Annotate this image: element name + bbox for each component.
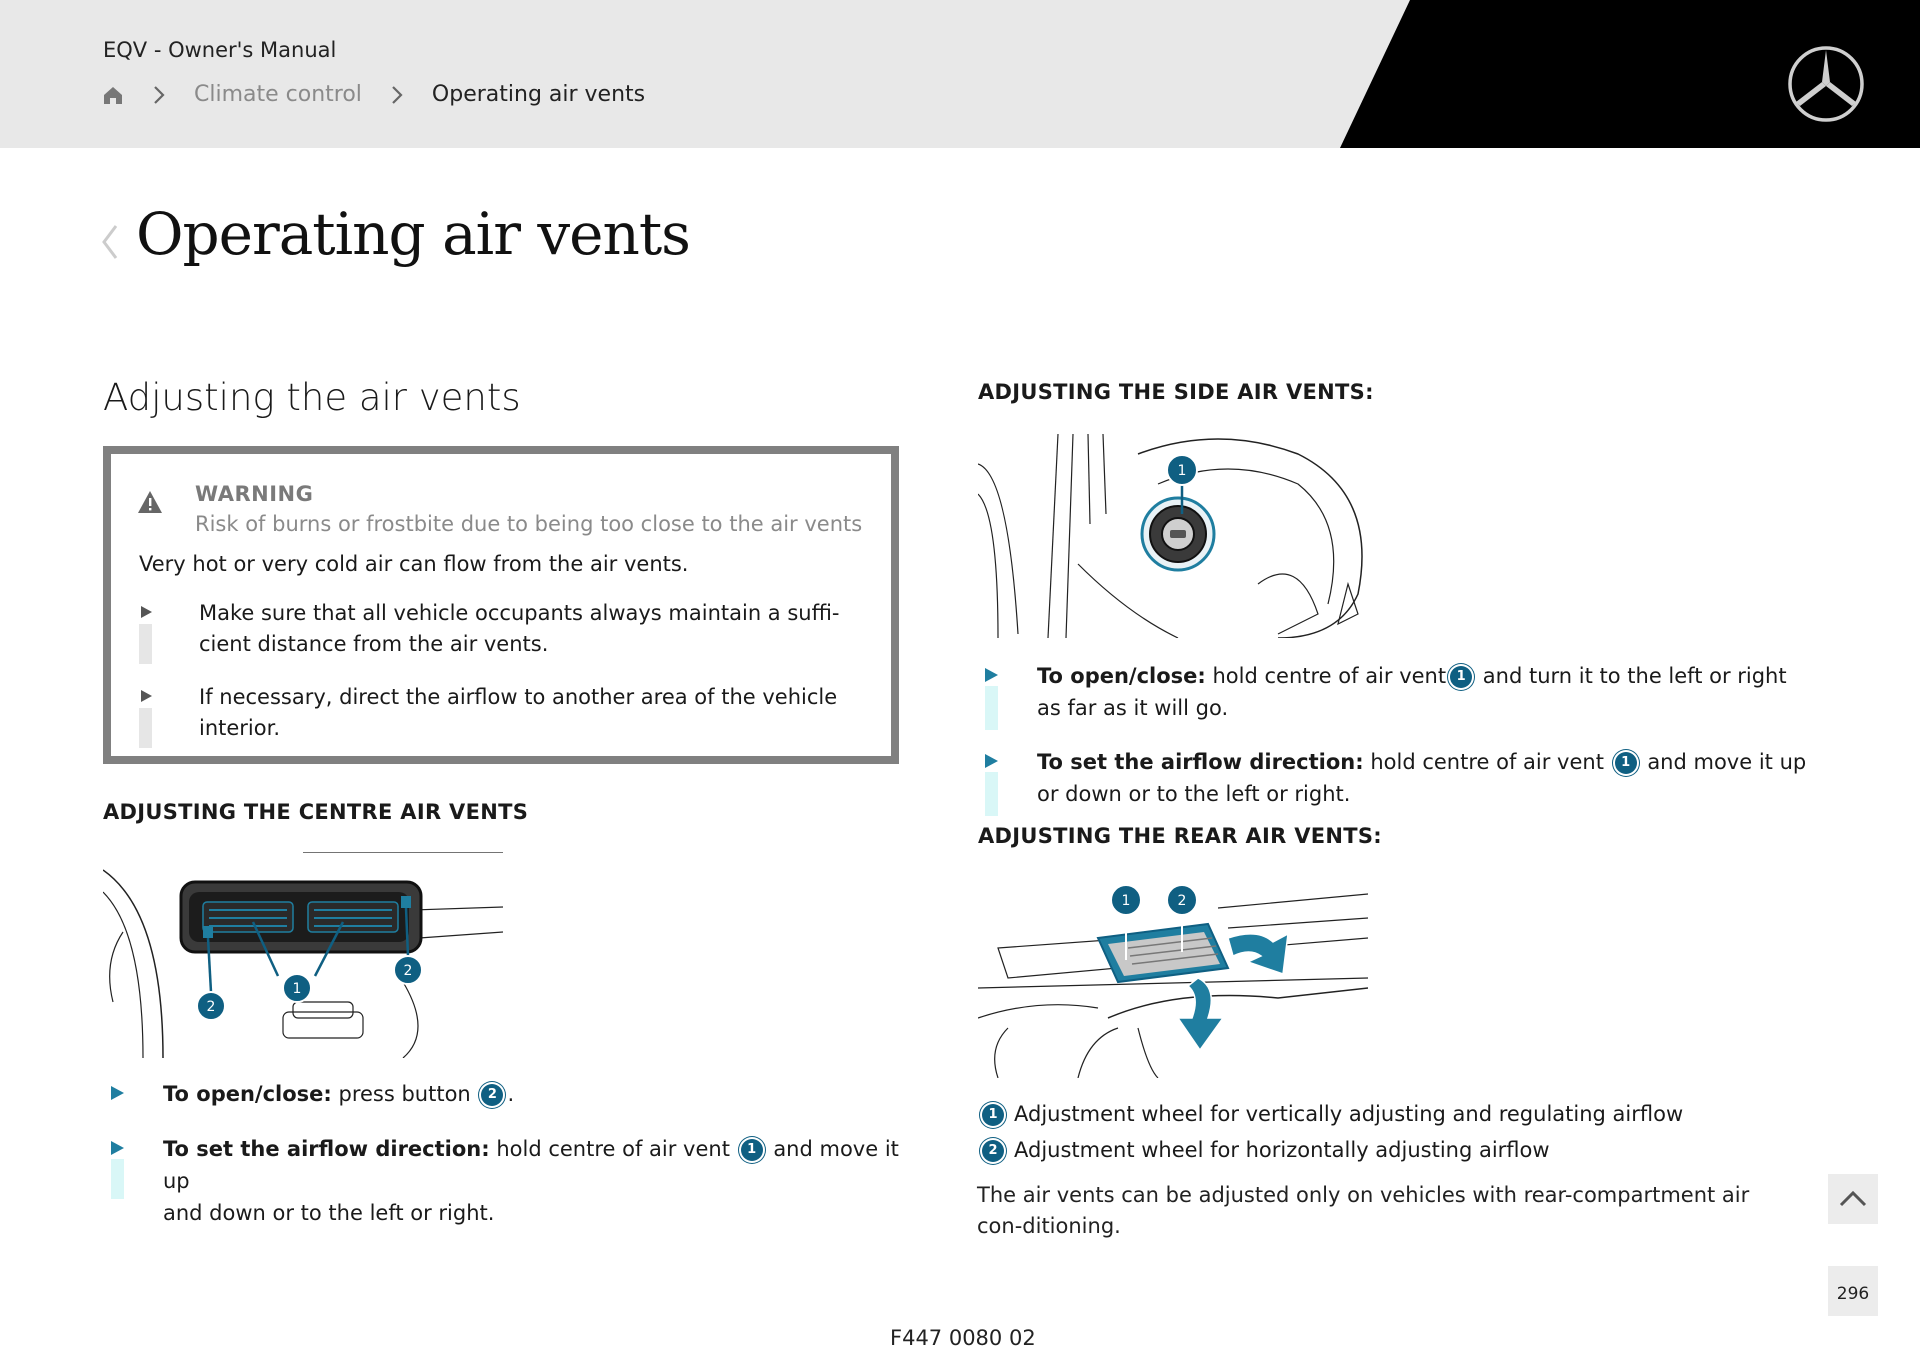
callout-1-icon: 1	[982, 1104, 1004, 1126]
bullet-text: and turn it to the left or right	[1482, 664, 1787, 688]
warning-heading: WARNING	[195, 482, 314, 506]
legend-item	[978, 1138, 1550, 1162]
rear-vents-note: The air vents can be adjusted only on vehicles with rear-compartment air con-ditioning.	[977, 1183, 1750, 1238]
breadcrumb-climate-control[interactable]: Climate control	[194, 82, 362, 107]
rear-vents-heading: ADJUSTING THE REAR AIR VENTS:	[978, 824, 1383, 848]
warning-box	[103, 446, 899, 764]
callout-1-icon: 1	[741, 1139, 763, 1161]
breadcrumb	[102, 82, 645, 107]
bullet-label: To open/close:	[163, 1082, 332, 1106]
svg-text:2: 2	[403, 963, 413, 979]
callout-2-icon: 2	[982, 1140, 1004, 1162]
warning-bullet-text: Make sure that all vehicle occupants always maintain a suffi-cient distance from the air vents.	[199, 601, 840, 656]
breadcrumb-current: Operating air vents	[431, 82, 646, 107]
callout-1-icon: 1	[1615, 752, 1637, 774]
figure-code: F447 0080 02	[890, 1326, 1036, 1350]
bullet-label: To set the airflow direction:	[163, 1137, 490, 1161]
bullet-text: as far as it will go.	[1037, 696, 1229, 720]
side-air-vent-figure	[978, 434, 1378, 638]
bullet-text: and down or to the left or right.	[163, 1201, 495, 1225]
figure-callout-2	[394, 956, 422, 984]
figure-callout-2	[1167, 885, 1197, 915]
bullet-arrow-icon	[141, 606, 152, 618]
bullet-text: or down or to the left or right.	[1037, 782, 1351, 806]
callout-2-icon: 2	[481, 1084, 503, 1106]
bullet-arrow-icon	[111, 1141, 124, 1155]
bullet-text-end: .	[507, 1082, 515, 1106]
centre-vents-heading: ADJUSTING THE CENTRE AIR VENTS	[103, 800, 529, 824]
svg-text:2: 2	[206, 999, 216, 1015]
mercedes-star-logo[interactable]	[1786, 44, 1866, 124]
section-title: Adjusting the air vents	[103, 376, 521, 419]
callout-1-icon: 1	[1450, 666, 1472, 688]
warning-text: Very hot or very cold air can flow from the air vents.	[139, 552, 689, 576]
bullet-arrow-icon	[111, 1086, 124, 1100]
side-vents-heading: ADJUSTING THE SIDE AIR VENTS:	[978, 380, 1374, 404]
page-number: 296	[1828, 1266, 1878, 1316]
bullet-text: and move it up	[1647, 750, 1807, 774]
bullet-arrow-icon	[985, 668, 998, 682]
warning-subheading: Risk of burns or frostbite due to being too close to the air vents	[195, 512, 863, 536]
svg-text:1: 1	[1177, 463, 1187, 479]
scroll-to-top-button[interactable]	[1828, 1174, 1878, 1224]
document-title: EQV - Owner's Manual	[103, 38, 337, 62]
bullet-text: hold centre of air vent	[496, 1137, 730, 1161]
bullet-label: To open/close:	[1037, 664, 1206, 688]
chevron-right-icon	[148, 84, 170, 106]
rear-air-vents-figure	[978, 878, 1368, 1078]
svg-text:1: 1	[292, 981, 302, 997]
home-icon[interactable]	[102, 84, 124, 106]
figure-callout-1	[1167, 455, 1197, 485]
chevron-right-icon	[386, 84, 408, 106]
legend-item	[978, 1102, 1683, 1126]
svg-text:1: 1	[1121, 893, 1131, 909]
warning-triangle-icon	[137, 490, 163, 514]
legend-text: Adjustment wheel for horizontally adjusting airflow	[1014, 1138, 1550, 1162]
centre-air-vents-figure	[103, 852, 503, 1058]
bullet-label: To set the airflow direction:	[1037, 750, 1364, 774]
bullet-text: hold centre of air vent	[1212, 664, 1447, 688]
figure-callout-1	[1111, 885, 1141, 915]
figure-callout-2	[197, 992, 225, 1020]
bullet-text: press button	[338, 1082, 471, 1106]
bullet-text: hold centre of air vent	[1370, 750, 1604, 774]
svg-text:2: 2	[1177, 893, 1187, 909]
chevron-up-icon	[1828, 1174, 1878, 1224]
figure-callout-1	[283, 974, 311, 1002]
back-chevron-icon[interactable]	[101, 224, 119, 260]
warning-bullet-text: If necessary, direct the airflow to another area of the vehicle interior.	[199, 685, 838, 740]
legend-text: Adjustment wheel for vertically adjusting and regulating airflow	[1014, 1102, 1684, 1126]
bullet-arrow-icon	[141, 690, 152, 702]
page-title: Operating air vents	[136, 200, 690, 268]
bullet-arrow-icon	[985, 754, 998, 768]
bullet-text: and move it up	[163, 1137, 899, 1193]
